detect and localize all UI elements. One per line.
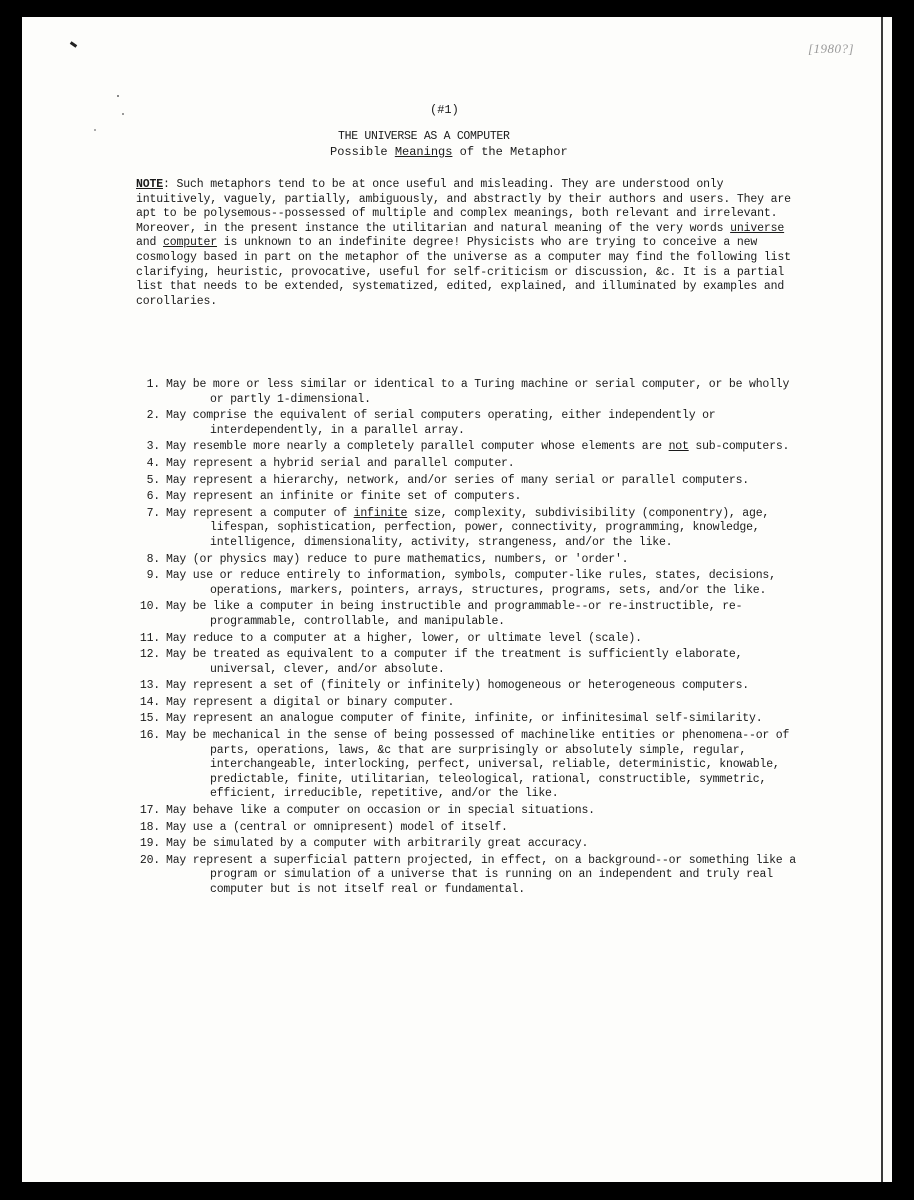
list-item [136, 696, 796, 711]
item-text: May resemble more nearly a completely parallel computer whose elements are not sub-computers. [166, 440, 790, 454]
scan-speck [70, 41, 77, 47]
item-number: 2. [146, 409, 160, 423]
item-number: 8. [146, 552, 160, 566]
scan-speck [122, 113, 124, 115]
item-number: 18. [139, 820, 160, 834]
item-text: May represent an infinite or finite set of computers. [166, 490, 522, 504]
item-text: May represent an analogue computer of finite, infinite, or infinitesimal self-similarity. [166, 712, 763, 726]
item-number: 16. [139, 729, 160, 743]
item-text: May (or physics may) reduce to pure mathematics, numbers, or 'order'. [166, 552, 629, 566]
item-number: 10. [139, 600, 160, 614]
item-number: 19. [139, 837, 160, 851]
scan-speck [94, 129, 96, 131]
item-number: 13. [139, 679, 160, 693]
list-item [136, 474, 796, 489]
list-item [136, 440, 796, 455]
item-text: May comprise the equivalent of serial computers operating, either independently or interdependently, in a parallel array. [166, 409, 716, 437]
item-number: 6. [146, 490, 160, 504]
item-number: 11. [139, 631, 160, 645]
item-number: 12. [139, 648, 160, 662]
item-text: May be like a computer in being instructible and programmable--or re-instructible, re-programmable, controllable, and manipulable. [166, 600, 743, 628]
item-text: May represent a set of (finitely or infinitely) homogeneous or heterogeneous computers. [166, 679, 749, 693]
item-number: 20. [139, 853, 160, 867]
item-text: May use or reduce entirely to information, symbols, computer-like rules, states, decisions, operations, markers, pointers, arrays, structures, programs, sets, and/or the like. [166, 569, 776, 597]
list-item [136, 409, 796, 438]
list-item [136, 837, 796, 852]
item-text: May be more or less similar or identical to a Turing machine or serial computer, or be wholly or partly 1-dimensional. [166, 378, 790, 406]
list-item [136, 821, 796, 836]
list-item [136, 712, 796, 727]
list-item [136, 600, 796, 629]
item-number: 4. [146, 456, 160, 470]
note-paragraph: NOTE: Such metaphors tend to be at once useful and misleading. They are understood only intuitively, vaguely, partially, ambiguously, and abstractly by their authors and users. They are apt to be polysemous--possessed of multiple and complex meanings, both relevant and irrelevant. Moreover, in the present instance the utilitarian and natural meaning of the very words universe and computer is unknown to an indefinite degree! Physicists who are trying to conceive a new cosmology based in part on the metaphor of the universe as a computer may find the following list clarifying, heuristic, provocative, useful for self-criticism or discussion, &c. It is a partial list that needs to be extended, systematized, edited, explained, and illuminated by examples and corollaries. [136, 178, 791, 308]
item-number: 7. [146, 506, 160, 520]
list-item [136, 569, 796, 598]
item-text: May behave like a computer on occasion or in special situations. [166, 804, 595, 818]
meanings-list [136, 378, 796, 900]
list-item [136, 378, 796, 407]
list-item [136, 854, 796, 898]
page-number: (#1) [430, 103, 459, 117]
scan-speck [117, 95, 119, 97]
item-number: 5. [146, 473, 160, 487]
item-text: May be simulated by a computer with arbitrarily great accuracy. [166, 837, 589, 851]
item-text: May represent a hybrid serial and parallel computer. [166, 456, 515, 470]
handwritten-date-annotation: [1980?] [808, 41, 855, 56]
item-text: May be treated as equivalent to a computer if the treatment is sufficiently elaborate, universal, clever, and/or absolute. [166, 648, 743, 676]
document-title: THE UNIVERSE AS A COMPUTER [338, 130, 510, 143]
item-text: May represent a digital or binary computer. [166, 695, 455, 709]
note-label: NOTE [136, 178, 164, 191]
item-text: May use a (central or omnipresent) model of itself. [166, 820, 508, 834]
list-item [136, 507, 796, 551]
item-number: 3. [146, 440, 160, 454]
item-text: May represent a hierarchy, network, and/or series of many serial or parallel computers. [166, 473, 749, 487]
list-item [136, 457, 796, 472]
list-item [136, 648, 796, 677]
item-text: May represent a computer of infinite size, complexity, subdivisibility (componentry), age, lifespan, sophistication, perfection, power, connectivity, programming, knowledge, intelligence, dimensionality, activity, strangeness, and/or the like. [166, 506, 770, 549]
item-number: 14. [139, 695, 160, 709]
list-item [136, 490, 796, 505]
list-item [136, 679, 796, 694]
item-number: 1. [146, 378, 160, 391]
item-text: May represent a superficial pattern projected, in effect, on a background--or something like a program or simulation of a universe that is running on an independent and truly real computer but is not itself real or fundamental. [166, 853, 796, 896]
item-number: 17. [139, 804, 160, 818]
page-edge-line [881, 17, 883, 1182]
list-item [136, 553, 796, 568]
list-item [136, 729, 796, 802]
item-text: May be mechanical in the sense of being possessed of machinelike entities or phenomena--or of parts, operations, laws, &c that are surprisingly or absolutely simple, regular, interchangeable, interlocking, perfect, universal, reliable, deterministic, knowable, predictable, finite, utilitarian, teleological, rational, constructible, symmetric, efficient, irreducible, repetitive, and/or the like. [166, 729, 790, 801]
item-number: 15. [139, 712, 160, 726]
document-subtitle: Possible Meanings of the Metaphor [330, 145, 568, 159]
item-number: 9. [146, 569, 160, 583]
item-text: May reduce to a computer at a higher, lower, or ultimate level (scale). [166, 631, 642, 645]
list-item [136, 632, 796, 647]
list-item [136, 804, 796, 819]
